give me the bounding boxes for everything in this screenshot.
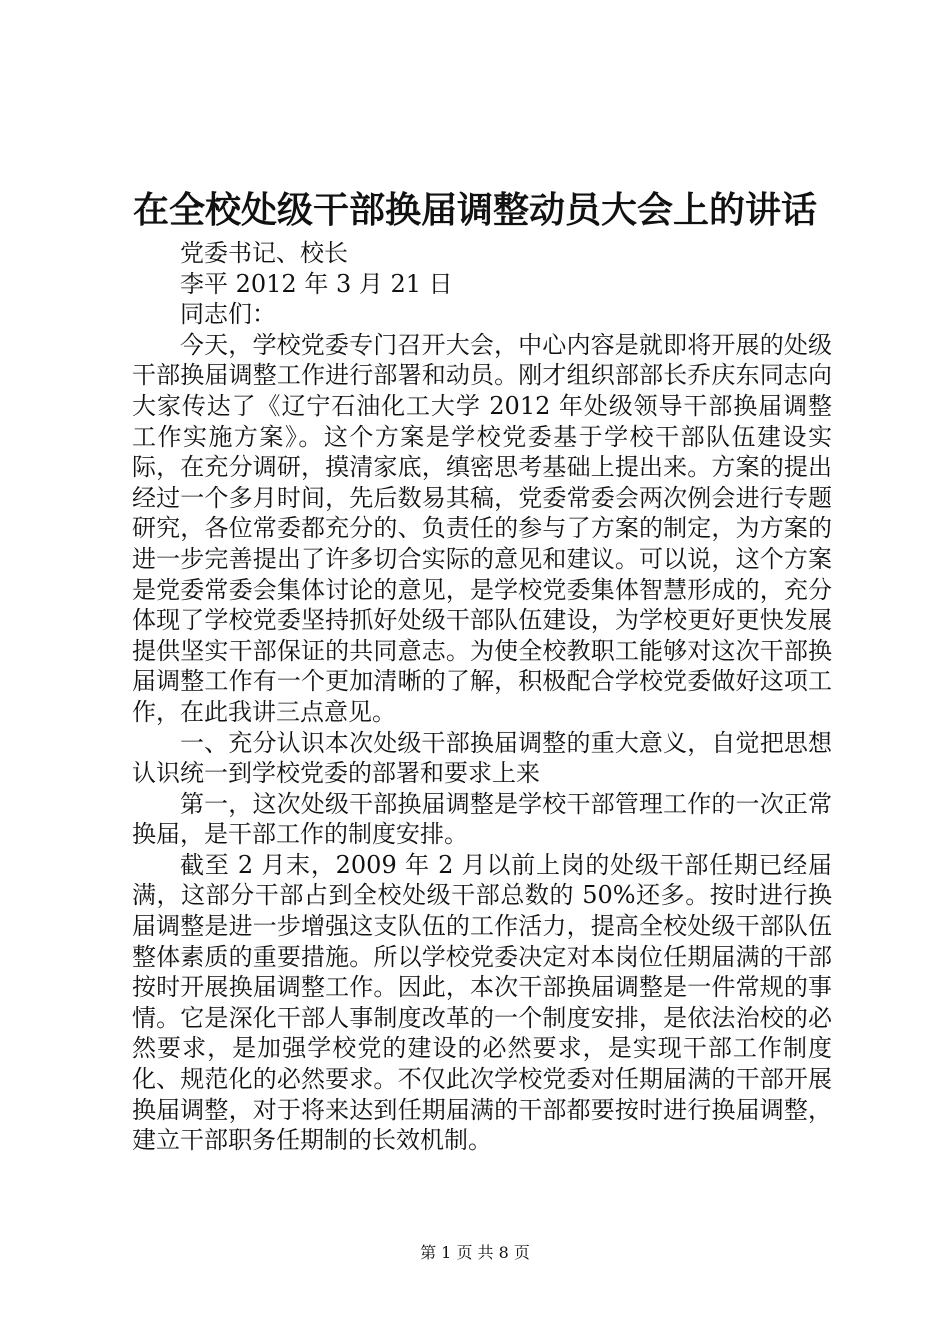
section-heading: 一、充分认识本次处级干部换届调整的重大意义，自觉把思想认识统一到学校党委的部署和要求上来: [132, 728, 832, 788]
body-paragraph: 截至 2 月末，2009 年 2 月以前上岗的处级干部任期已经届满，这部分干部占到全校处级干部总数的 50%还多。按时进行换届调整是进一步增强这支队伍的工作活力，提高全校处级干部队伍整体素质的重要措施。所以学校党委决定对本岗位任期届满的干部按时开展换届调整工作。因此，本次干部换届调整是一件常规的事情。它是深化干部人事制度改革的一个制度安排，是依法治校的必然要求，是加强学校党的建设的必然要求，是实现干部工作制度化、规范化的必然要求。不仅此次学校党委对任期届满的干部开展换届调整，对于将来达到任期届满的干部都要按时进行换届调整，建立干部职务任期制的长效机制。: [132, 850, 832, 1155]
speaker-date-line: 李平 2012 年 3 月 21 日: [180, 269, 453, 298]
document-title: 在全校处级干部换届调整动员大会上的讲话: [132, 189, 817, 231]
salutation-line: 同志们：: [180, 300, 276, 329]
speaker-title-line: 党委书记、校长: [180, 239, 348, 267]
body-paragraph: 今天，学校党委专门召开大会，中心内容是就即将开展的处级干部换届调整工作进行部署和动员。刚才组织部部长乔庆东同志向大家传达了《辽宁石油化工大学 2012 年处级领导干部换届调整工作实施方案》。这个方案是学校党委基于学校干部队伍建设实际，在充分调研，摸清家底，缜密思考基础上提出来。方案的提出经过一个多月时间，先后数易其稿，党委常委会两次例会进行专题研究，各位常委都充分的、负责任的参与了方案的制定，为方案的进一步完善提出了许多切合实际的意见和建议。可以说，这个方案是党委常委会集体讨论的意见，是学校党委集体智慧形成的，充分体现了学校党委坚持抓好处级干部队伍建设，为学校更好更快发展提供坚实干部保证的共同意志。为使全校教职工能够对这次干部换届调整工作有一个更加清晰的了解，积极配合学校党委做好这项工作，在此我讲三点意见。: [132, 330, 832, 726]
document-body: [132, 238, 832, 1156]
page-footer: 第 1 页 共 8 页: [420, 1243, 530, 1262]
body-paragraph: 第一，这次处级干部换届调整是学校干部管理工作的一次正常换届，是干部工作的制度安排。: [132, 789, 832, 849]
